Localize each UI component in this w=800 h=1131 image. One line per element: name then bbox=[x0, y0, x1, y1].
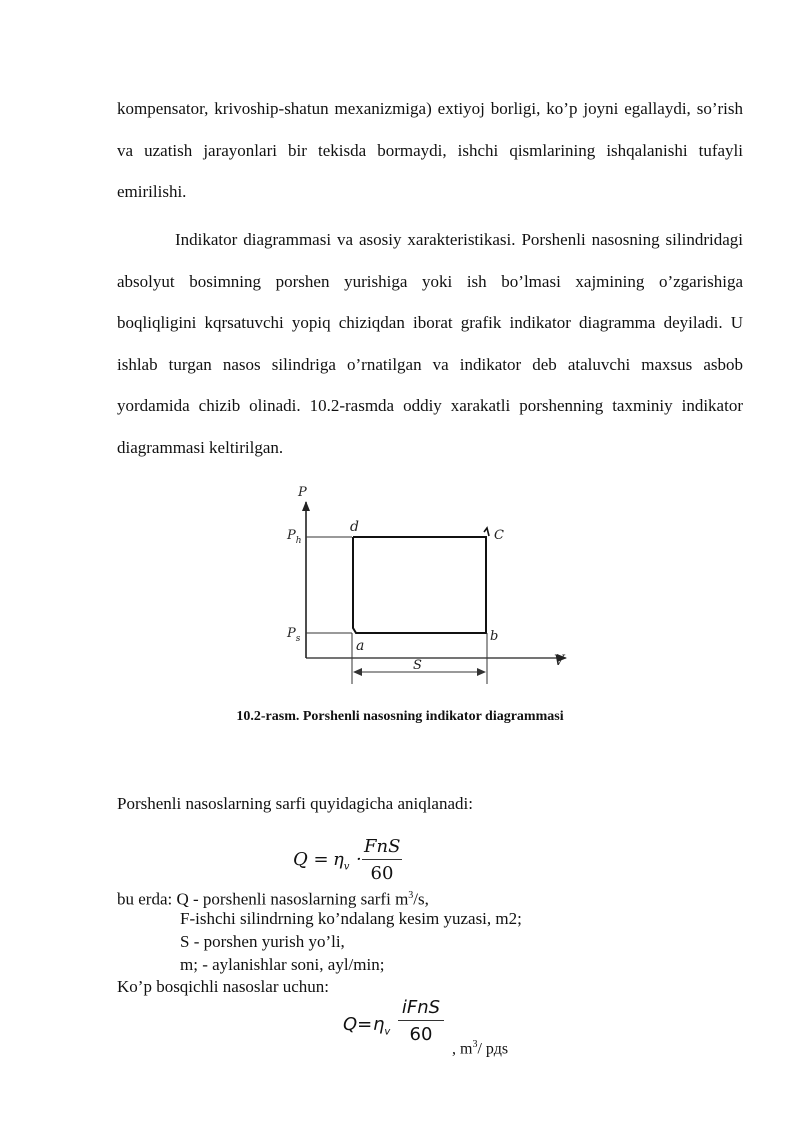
point-b-label: b bbox=[490, 629, 499, 644]
point-d-label: d bbox=[350, 519, 359, 535]
flow-intro: Porshenli nasoslarning sarfi quyidagicha aniqlanadi: bbox=[117, 794, 473, 813]
multistage-intro: Ko’p bosqichli nasoslar uchun: bbox=[117, 977, 329, 996]
axis-v-label: V bbox=[554, 653, 565, 669]
formula2-unit: , $m^3/$ рдs bbox=[452, 1039, 509, 1058]
ps-label: $P_s$ bbox=[287, 626, 301, 644]
formula1-eta: $\eta_v$ bbox=[333, 849, 350, 873]
point-c-label: C bbox=[494, 528, 504, 543]
definition-q: bu erda: Q - porshenli nasoslarning sarfi $m^3/s$, bbox=[117, 889, 429, 909]
formula2-eta: $\eta_v$ bbox=[373, 1014, 391, 1038]
ph-label: $P_h$ bbox=[287, 528, 302, 546]
formula1-denominator: 60 bbox=[370, 863, 394, 884]
axis-p-label: P bbox=[298, 485, 307, 500]
point-c-mark bbox=[484, 528, 489, 536]
formula1-lhs: Q = bbox=[293, 849, 329, 870]
definition-s: S - porshen yurish yo’li, bbox=[180, 932, 345, 951]
formula2-lhs: Q= bbox=[343, 1014, 373, 1035]
formula1-fraction bbox=[362, 836, 402, 884]
indicator-diagram bbox=[270, 478, 590, 690]
formula1-numerator: FnS bbox=[362, 836, 402, 860]
stroke-arrow-left bbox=[353, 668, 362, 676]
point-a-label: a bbox=[356, 638, 365, 654]
formula2-fraction bbox=[398, 997, 444, 1045]
formula2-numerator: iFnS bbox=[398, 997, 444, 1021]
paragraph-indicator-diagram: Indikator diagrammasi va asosiy xarakteristikasi. Porshenli nasosning silindridagi absolyut bosimning porshen yurishiga yoki ish bo’lmasi xajmining o’zgarishiga boqliqligini kqrsatuvchi yopiq chiziqdan iborat grafik indikator diagramma deyiladi. U ishlab turgan nasos silindriga o’rnatilgan va indikator deb ataluvchi maxsus asbob yordamida chizib olinadi. 10.2-rasmda oddiy xarakatli porshenning taxminiy indikator diagrammasi keltirilgan. bbox=[117, 230, 743, 457]
definition-f: F-ishchi silindrning ko’ndalang kesim yuzasi, m2; bbox=[180, 909, 522, 928]
figure-caption: 10.2-rasm. Porshenli nasosning indikator diagrammasi bbox=[236, 709, 564, 724]
definition-n: m; - aylanishlar soni, ayl/min; bbox=[180, 955, 385, 974]
formula1-dot: · bbox=[356, 849, 362, 870]
stroke-label: S bbox=[413, 658, 422, 673]
formula2-denominator: 60 bbox=[409, 1024, 433, 1045]
paragraph-continuation: kompensator, krivoship-shatun mexanizmiga) extiyoj borligi, ko’p joyni egallaydi, so’rish va uzatish jarayonlari bir tekisda bormaydi, ishchi qismlarining ishqalanishi tufayli emirilishi. bbox=[117, 99, 743, 201]
stroke-arrow-right bbox=[477, 668, 486, 676]
cycle-curve bbox=[353, 537, 486, 633]
